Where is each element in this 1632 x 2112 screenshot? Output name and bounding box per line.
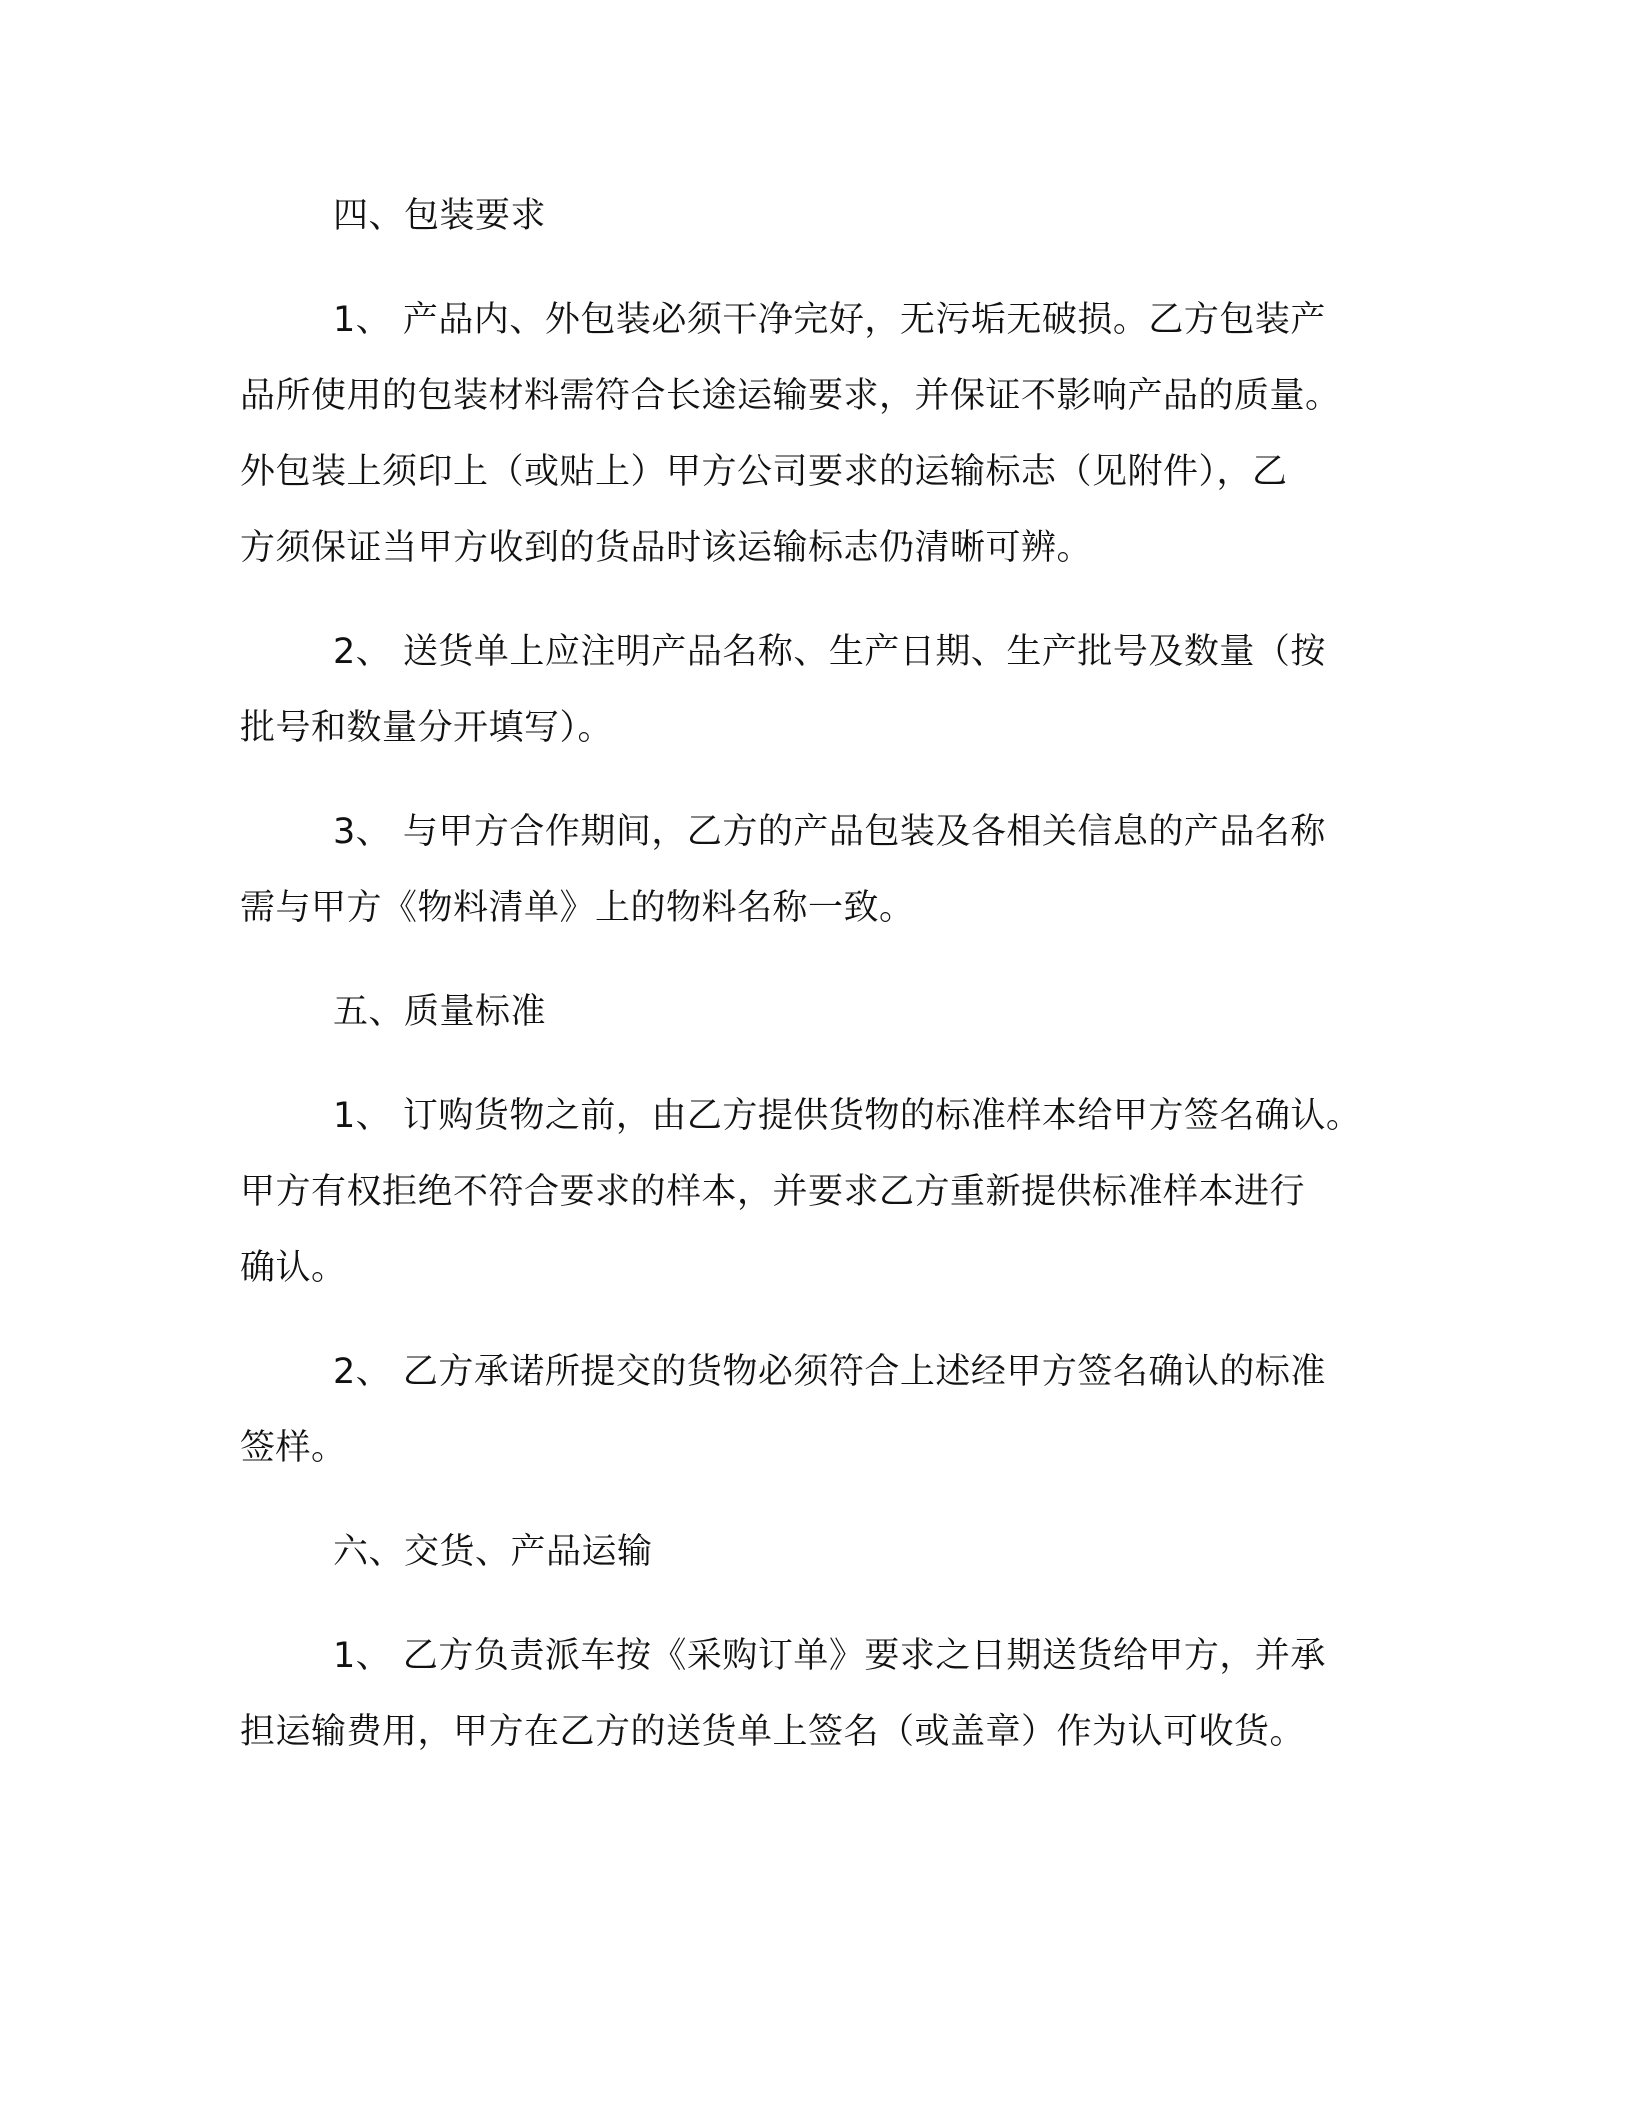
section-4-item-3-line-2: 需与甲方《物料清单》上的物料名称一致。 <box>240 888 915 928</box>
section-5-item-2-line-1: 2、 乙方承诺所提交的货物必须符合上述经甲方签名确认的标准 <box>333 1352 1326 1392</box>
section-5-item-1-line-1: 1、 订购货物之前，由乙方提供货物的标准样本给甲方签名确认。 <box>333 1096 1362 1136</box>
section-5-item-1-line-2: 甲方有权拒绝不符合要求的样本，并要求乙方重新提供标准样本进行 <box>240 1172 1306 1212</box>
section-4-item-1-line-4: 方须保证当甲方收到的货品时该运输标志仍清晰可辨。 <box>240 528 1093 568</box>
section-4-item-2-line-2: 批号和数量分开填写）。 <box>240 708 614 748</box>
section-6-item-1-line-2: 担运输费用，甲方在乙方的送货单上签名（或盖章）作为认可收货。 <box>240 1712 1306 1752</box>
section-4-item-2-line-1: 2、 送货单上应注明产品名称、生产日期、生产批号及数量（按 <box>333 632 1326 672</box>
section-5-item-1-line-3: 确认。 <box>240 1248 347 1288</box>
section-5-heading: 五、质量标准 <box>333 992 547 1032</box>
section-6-item-1-line-1: 1、 乙方负责派车按《采购订单》要求之日期送货给甲方，并承 <box>333 1636 1326 1676</box>
section-6-heading: 六、交货、产品运输 <box>333 1532 653 1572</box>
section-4-heading: 四、包装要求 <box>333 196 547 236</box>
section-4-item-3-line-1: 3、 与甲方合作期间，乙方的产品包装及各相关信息的产品名称 <box>333 812 1326 852</box>
section-5-item-2-line-2: 签样。 <box>240 1428 347 1468</box>
section-4-item-1-line-3: 外包装上须印上（或贴上）甲方公司要求的运输标志（见附件），乙 <box>240 452 1288 492</box>
section-4-item-1-line-1: 1、 产品内、外包装必须干净完好，无污垢无破损。乙方包装产 <box>333 300 1326 340</box>
section-4-item-1-line-2: 品所使用的包装材料需符合长途运输要求，并保证不影响产品的质量。 <box>240 376 1341 416</box>
